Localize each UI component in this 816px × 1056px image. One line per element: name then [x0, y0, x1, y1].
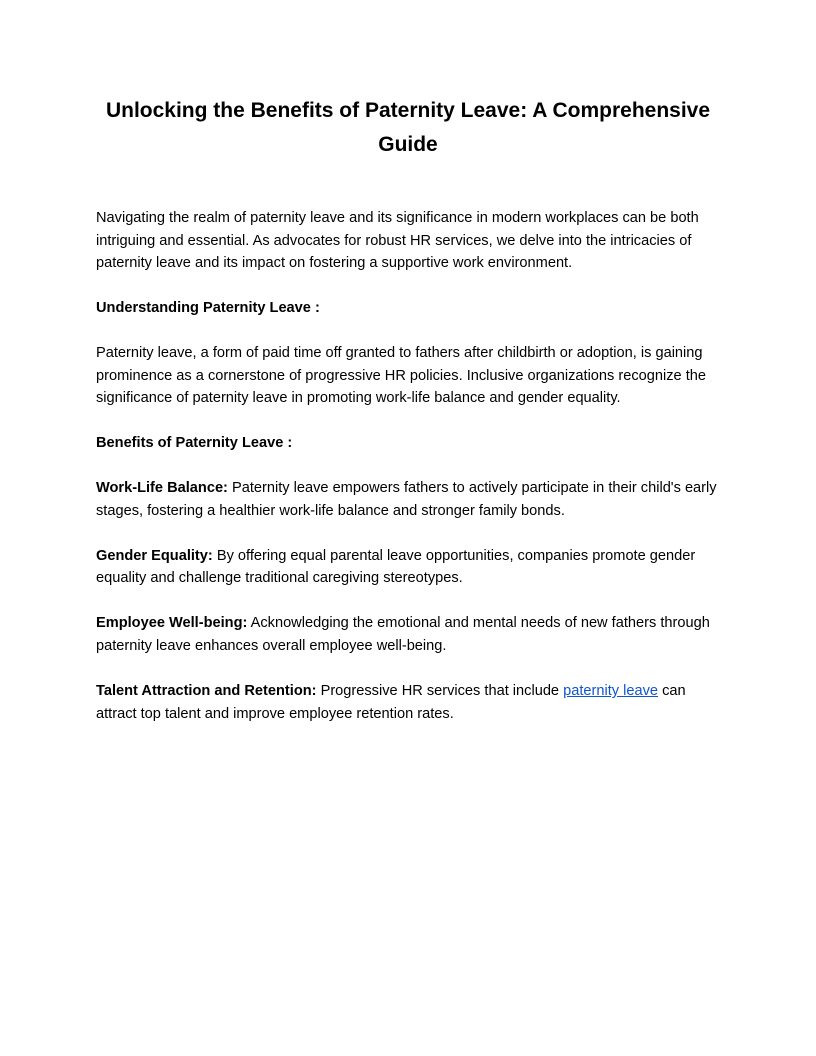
understanding-paragraph: Paternity leave, a form of paid time off granted to fathers after childbirth or adoption, is gaining prominence as a cornerstone of progressive HR policies. Inclusive organizations recognize the significance of paternity leave in promoting work-life balance and gender equality. — [96, 345, 707, 407]
understanding-heading: Understanding Paternity Leave : — [96, 300, 320, 317]
benefit-text: By offering equal parental leave opportunities, companies promote gender equality and challenge traditional caregiving stereotypes. — [96, 547, 696, 587]
intro-paragraph: Navigating the realm of paternity leave and its significance in modern workplaces can be both intriguing and essential. As advocates for robust HR services, we delve into the intricacies of paternity leave and its impact on fostering a supportive work environment. — [96, 210, 699, 272]
benefit-gender-equality — [96, 545, 722, 590]
benefit-text: Acknowledging the emotional and mental needs of new fathers through paternity leave enhances overall employee well-being. — [96, 615, 710, 655]
benefit-label: Work-Life Balance: — [96, 480, 228, 497]
benefit-text: Paternity leave empowers fathers to actively participate in their child's early stages, fostering a healthier work-life balance and stronger family bonds. — [96, 480, 717, 519]
benefit-text-after-link: can attract top talent and improve employee retention rates. — [96, 683, 686, 722]
benefits-heading: Benefits of Paternity Leave : — [96, 435, 293, 452]
benefit-employee-well-being — [96, 612, 722, 657]
benefit-label: Talent Attraction and Retention: — [96, 683, 317, 700]
benefit-label: Employee Well-being: — [96, 615, 248, 632]
benefit-label: Gender Equality: — [96, 547, 213, 564]
document-title: Unlocking the Benefits of Paternity Leave: A Comprehensive Guide — [105, 99, 711, 156]
benefit-work-life-balance — [96, 477, 722, 522]
paternity-leave-link[interactable]: paternity leave — [563, 683, 659, 700]
benefit-text-before-link: Progressive HR services that include — [316, 683, 564, 700]
benefit-talent-attraction — [96, 680, 722, 725]
document-body — [96, 207, 722, 748]
